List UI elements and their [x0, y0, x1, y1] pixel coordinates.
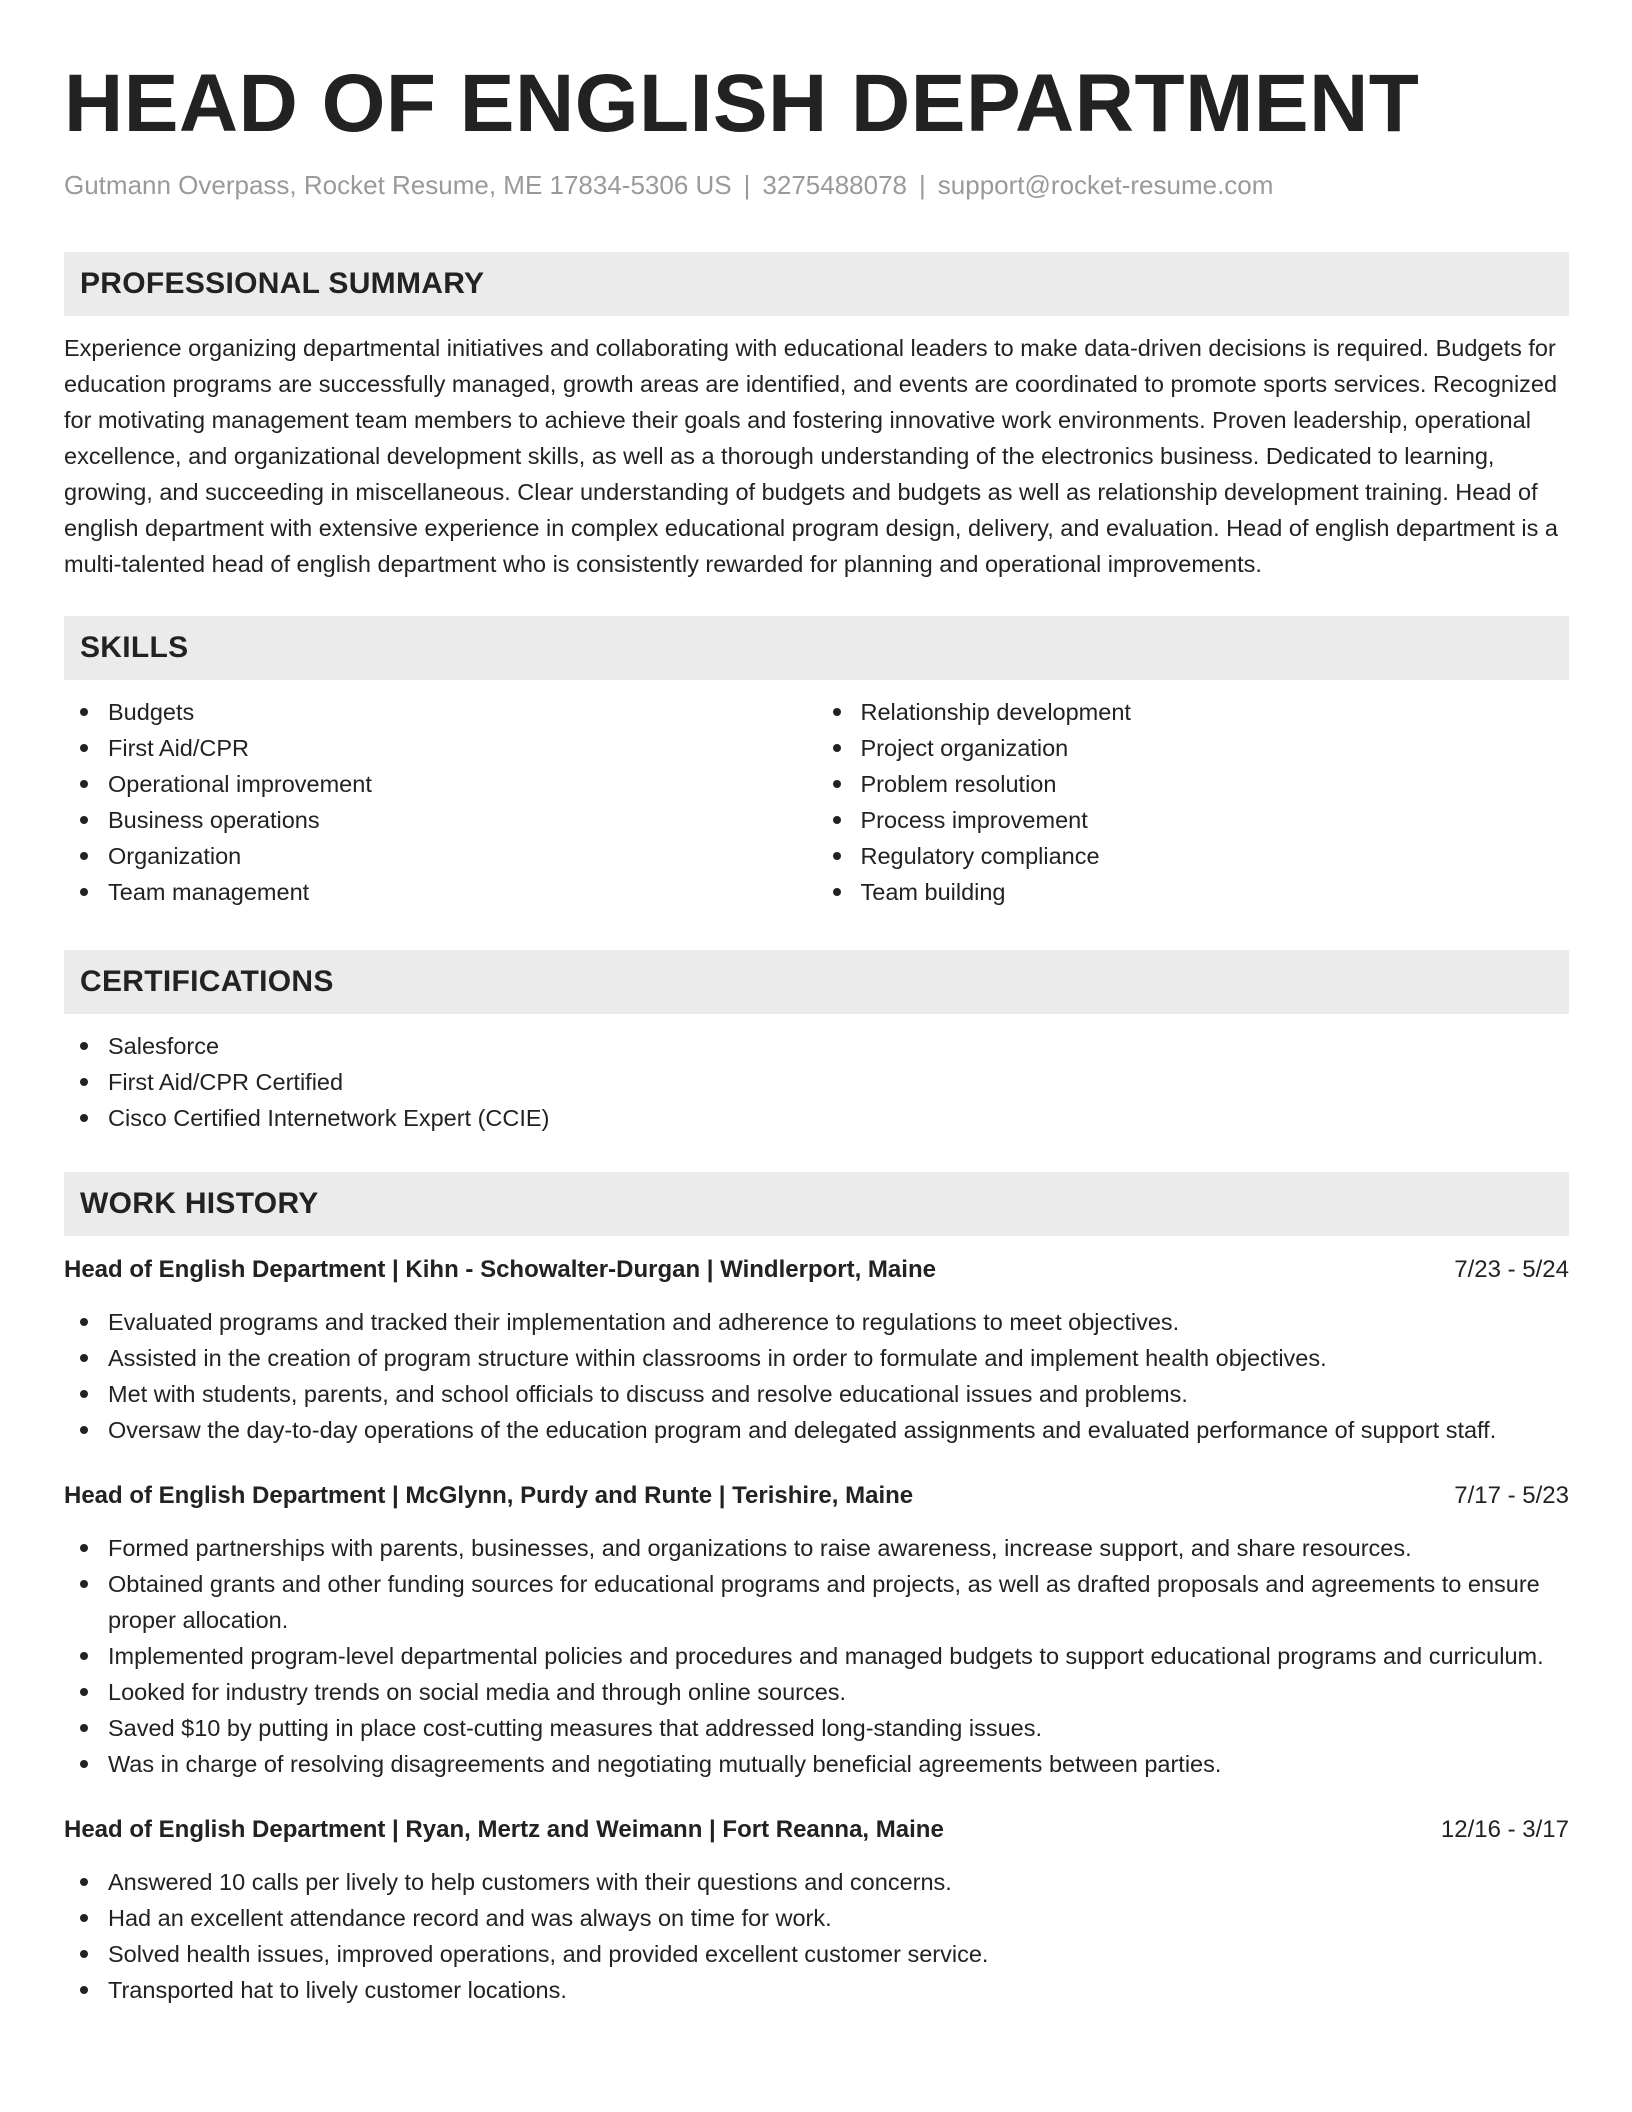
work-history-heading: WORK HISTORY [64, 1172, 1569, 1236]
skills-list-left [64, 694, 817, 910]
resume-name: HEAD OF ENGLISH DEPARTMENT [64, 58, 1420, 149]
skill-item: Operational improvement [108, 766, 817, 802]
contact-address: Gutmann Overpass, Rocket Resume, ME 17834-5306 US [64, 170, 732, 200]
job-header [64, 1478, 1569, 1514]
job-bullet: Looked for industry trends on social media and through online sources. [108, 1674, 1569, 1710]
skills-columns [64, 694, 1569, 910]
certifications-heading: CERTIFICATIONS [64, 950, 1569, 1014]
job-bullet: Implemented program-level departmental policies and procedures and managed budgets to support educational programs and curriculum. [108, 1638, 1569, 1674]
job-bullet: Formed partnerships with parents, businesses, and organizations to raise awareness, increase support, and share resources. [108, 1530, 1569, 1566]
job-header [64, 1812, 1569, 1848]
skill-item: Relationship development [861, 694, 1570, 730]
job-bullets [64, 1530, 1569, 1782]
certifications-list [64, 1028, 1569, 1136]
certification-item: Cisco Certified Internetwork Expert (CCIE) [108, 1100, 1569, 1136]
skill-item: Team building [861, 874, 1570, 910]
job-bullet: Assisted in the creation of program structure within classrooms in order to formulate and implement health objectives. [108, 1340, 1569, 1376]
job-bullets [64, 1864, 1569, 2008]
job-dates: 12/16 - 3/17 [1440, 1816, 1569, 1843]
job-bullet: Transported hat to lively customer locations. [108, 1972, 1569, 2008]
skill-item: Project organization [861, 730, 1570, 766]
contact-separator: | [743, 170, 751, 200]
skill-item: Process improvement [861, 802, 1570, 838]
job-bullet: Evaluated programs and tracked their implementation and adherence to regulations to meet objectives. [108, 1304, 1569, 1340]
job-entry [64, 1478, 1569, 1782]
skill-item: Organization [108, 838, 817, 874]
job-title: Head of English Department | Ryan, Mertz and Weimann | Fort Reanna, Maine [64, 1816, 944, 1843]
skill-item: First Aid/CPR [108, 730, 817, 766]
job-bullet: Solved health issues, improved operations, and provided excellent customer service. [108, 1936, 1569, 1972]
contact-phone: 3275488078 [762, 170, 908, 200]
job-dates: 7/17 - 5/23 [1454, 1482, 1569, 1509]
summary-heading: PROFESSIONAL SUMMARY [64, 252, 1569, 316]
skill-item: Team management [108, 874, 817, 910]
skill-item: Problem resolution [861, 766, 1570, 802]
skills-heading: SKILLS [64, 616, 1569, 680]
skill-item: Budgets [108, 694, 817, 730]
job-bullet: Obtained grants and other funding sources for educational programs and projects, as well as drafted proposals and agreements to ensure proper allocation. [108, 1566, 1569, 1638]
job-title: Head of English Department | McGlynn, Purdy and Runte | Terishire, Maine [64, 1482, 914, 1509]
job-entry [64, 1812, 1569, 2008]
skills-list-right [817, 694, 1570, 910]
contact-separator: | [919, 170, 926, 200]
job-bullet: Had an excellent attendance record and was always on time for work. [108, 1900, 1569, 1936]
job-dates: 7/23 - 5/24 [1454, 1256, 1569, 1283]
job-entry [64, 1252, 1569, 1448]
job-title: Head of English Department | Kihn - Schowalter-Durgan | Windlerport, Maine [64, 1256, 936, 1283]
job-bullet: Saved $10 by putting in place cost-cutting measures that addressed long-standing issues. [108, 1710, 1569, 1746]
contact-email[interactable]: support@rocket-resume.com [937, 170, 1274, 200]
skill-item: Regulatory compliance [861, 838, 1570, 874]
job-bullet: Answered 10 calls per lively to help customers with their questions and concerns. [108, 1864, 1569, 1900]
job-bullet: Was in charge of resolving disagreements and negotiating mutually beneficial agreements between parties. [108, 1746, 1569, 1782]
summary-text: Experience organizing departmental initiatives and collaborating with educational leaders to make data-driven decisions is required. Budgets for education programs are successfully managed, growth areas are identified, and events are coordinated to promote sports services. Recognized for motivating management team members to achieve their goals and fostering innovative work environments. Proven leadership, operational excellence, and organizational development skills, as well as a thorough understanding of the electronics business. Dedicated to learning, growing, and succeeding in miscellaneous. Clear understanding of budgets and budgets as well as relationship development training. Head of english department with extensive experience in complex educational program design, delivery, and evaluation. Head of english department is a multi-talented head of english department who is consistently rewarded for planning and operational improvements. [64, 335, 1558, 577]
job-bullet: Oversaw the day-to-day operations of the education program and delegated assignments and evaluated performance of support staff. [108, 1412, 1569, 1448]
contact-line [64, 168, 1569, 202]
job-header [64, 1252, 1569, 1288]
resume-page [64, 0, 1569, 2008]
certification-item: First Aid/CPR Certified [108, 1064, 1569, 1100]
job-bullet: Met with students, parents, and school officials to discuss and resolve educational issues and problems. [108, 1376, 1569, 1412]
skill-item: Business operations [108, 802, 817, 838]
job-bullets [64, 1304, 1569, 1448]
certification-item: Salesforce [108, 1028, 1569, 1064]
